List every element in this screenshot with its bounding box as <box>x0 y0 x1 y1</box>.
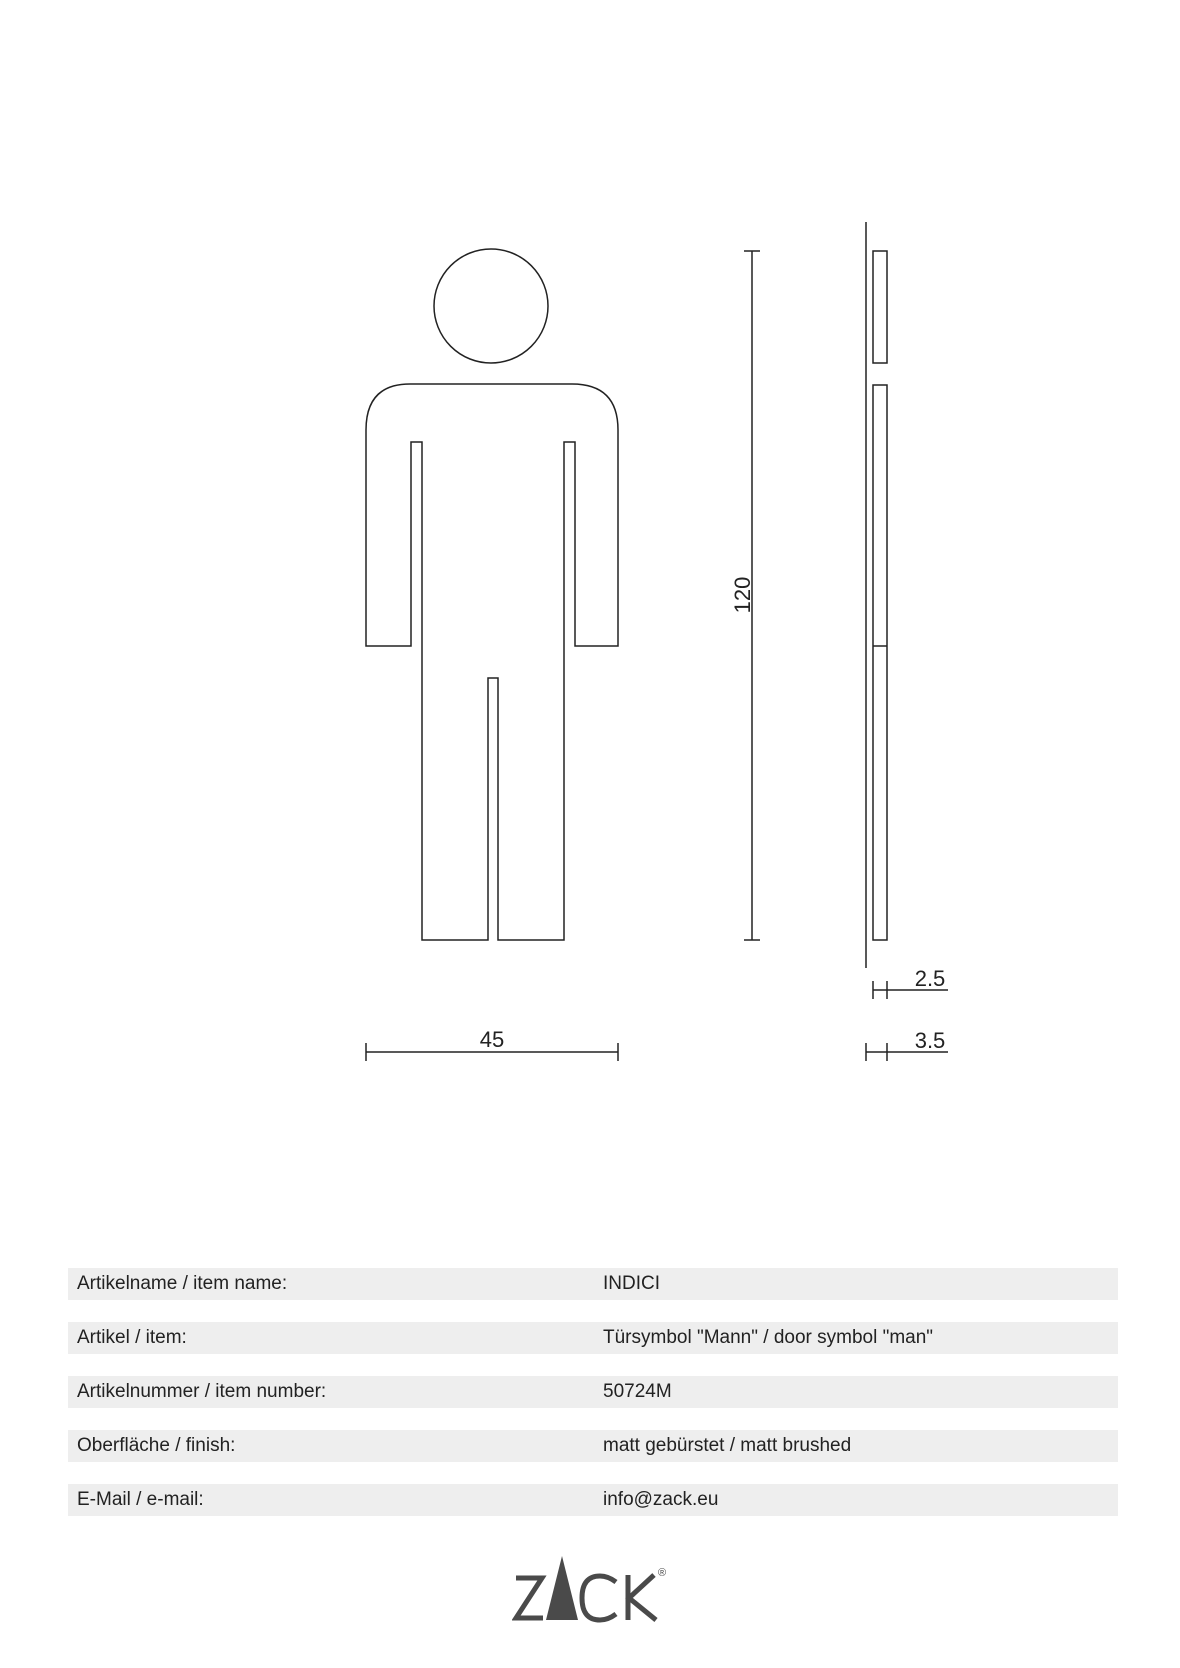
depth-total-dimension-label: 3.5 <box>914 1028 946 1053</box>
spec-value: matt gebürstet / matt brushed <box>603 1435 852 1456</box>
spec-value: INDICI <box>603 1273 660 1294</box>
side-view <box>866 222 887 968</box>
zack-logo <box>512 1548 672 1628</box>
depth-inner-dimension-label: 2.5 <box>914 966 946 991</box>
spec-value: Türsymbol "Mann" / door symbol "man" <box>603 1327 934 1348</box>
spec-label: Artikel / item: <box>77 1327 187 1348</box>
spec-table <box>68 1268 1118 1538</box>
spec-value: 50724M <box>603 1381 672 1402</box>
spec-label: Artikelname / item name: <box>77 1273 288 1294</box>
spec-row-finish <box>68 1430 1118 1462</box>
height-dimension-label: 120 <box>730 576 755 614</box>
spec-row-item <box>68 1322 1118 1354</box>
width-dimension-label: 45 <box>479 1027 505 1052</box>
spec-row-item-number <box>68 1376 1118 1408</box>
spec-label: Artikelnummer / item number: <box>77 1381 327 1402</box>
spec-value: info@zack.eu <box>603 1489 719 1510</box>
spec-label: E-Mail / e-mail: <box>77 1489 204 1510</box>
spec-row-email <box>68 1484 1118 1516</box>
figure-body-outline <box>366 384 618 940</box>
spec-row-item-name <box>68 1268 1118 1300</box>
registered-mark: ® <box>658 1567 667 1579</box>
spec-label: Oberfläche / finish: <box>77 1435 236 1456</box>
figure-head <box>434 249 548 363</box>
